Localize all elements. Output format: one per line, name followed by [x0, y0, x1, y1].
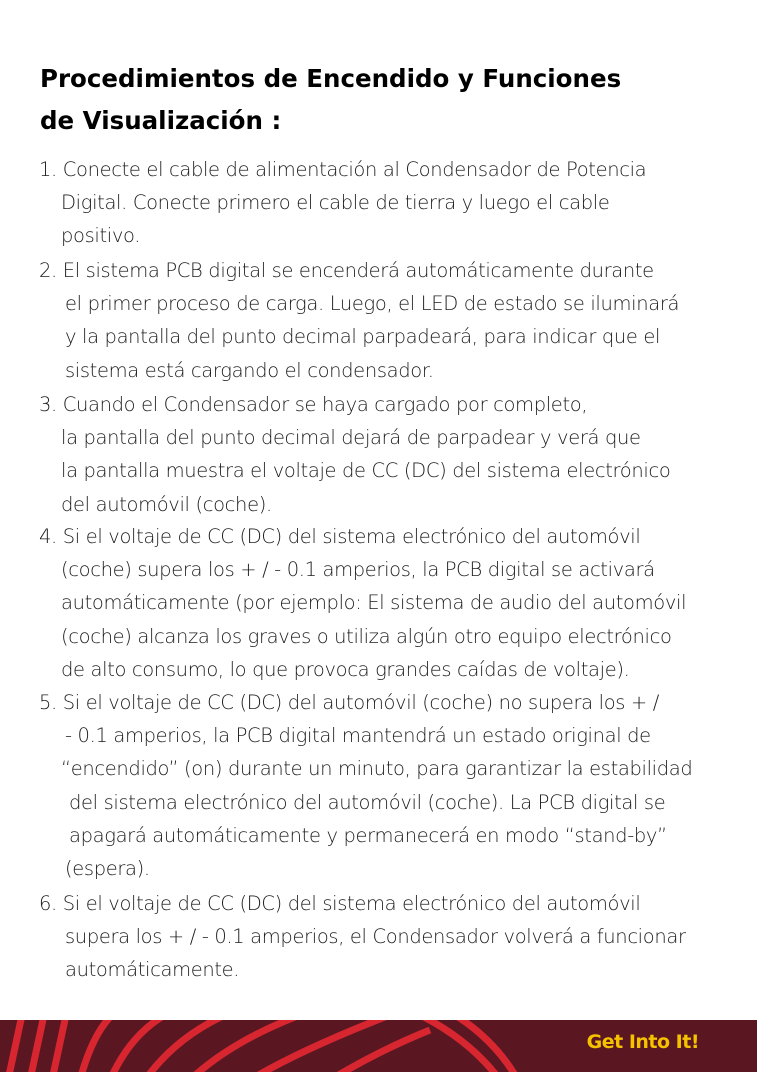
step-4-line-4: (coche) alcanza los graves o utiliza algún otro equipo electrónico [61, 624, 672, 648]
step-5-line-4: del sistema electrónico del automóvil (coche). La PCB digital se [69, 790, 666, 814]
step-1 [39, 153, 754, 253]
step-4-line-3: automáticamente (por ejemplo: El sistema de audio del automóvil [61, 591, 687, 615]
brand-logo: Get Into It! [586, 1031, 699, 1053]
step-5 [39, 686, 754, 885]
step-5-line-2: - 0.1 amperios, la PCB digital mantendrá un estado original de [65, 724, 651, 748]
step-4-line-1: 4. Si el voltaje de CC (DC) del sistema electrónico del automóvil [39, 525, 641, 548]
step-1-line-1: 1. Conecte el cable de alimentación al Condensador de Potencia [39, 158, 647, 181]
footer-banner [0, 1020, 757, 1072]
step-5-line-1: 5. Si el voltaje de CC (DC) del automóvil (coche) no supera los + / [39, 691, 659, 714]
step-2 [39, 254, 754, 387]
step-4-line-2: (coche) supera los + / - 0.1 amperios, la PCB digital se activará [61, 558, 655, 582]
step-6 [39, 887, 754, 987]
step-2-line-4: sistema está cargando el condensador. [65, 358, 434, 382]
step-6-line-2: supera los + / - 0.1 amperios, el Condensador volverá a funcionar [65, 925, 686, 949]
step-1-line-2: Digital. Conecte primero el cable de tierra y luego el cable [61, 191, 610, 215]
step-2-line-2: el primer proceso de carga. Luego, el LED de estado se iluminará [65, 292, 680, 316]
step-3-line-2: la pantalla del punto decimal dejará de parpadear y verá que [61, 426, 641, 450]
step-4-line-5: de alto consumo, lo que provoca grandes caídas de voltaje). [61, 657, 630, 681]
step-6-line-1: 6. Si el voltaje de CC (DC) del sistema electrónico del automóvil [39, 892, 641, 915]
step-3 [39, 388, 754, 521]
step-2-line-3: y la pantalla del punto decimal parpadeará, para indicar que el [65, 325, 661, 349]
step-3-line-3: la pantalla muestra el voltaje de CC (DC) del sistema electrónico [61, 459, 671, 483]
step-2-line-1: 2. El sistema PCB digital se encenderá automáticamente durante [39, 259, 654, 282]
step-5-line-6: (espera). [65, 857, 150, 881]
step-1-line-3: positivo. [61, 224, 141, 248]
step-5-line-5: apagará automáticamente y permanecerá en modo “stand-by” [69, 823, 667, 847]
title-line-2: de Visualización : [40, 106, 282, 135]
title-line-1: Procedimientos de Encendido y Funciones [40, 64, 622, 93]
step-4 [39, 520, 754, 686]
step-3-line-1: 3. Cuando el Condensador se haya cargado por completo, [39, 393, 588, 416]
step-5-line-3: “encendido” (on) durante un minuto, para garantizar la estabilidad [61, 757, 693, 781]
page-title [40, 58, 720, 142]
step-6-line-3: automáticamente. [65, 958, 240, 982]
step-3-line-4: del automóvil (coche). [61, 492, 272, 516]
